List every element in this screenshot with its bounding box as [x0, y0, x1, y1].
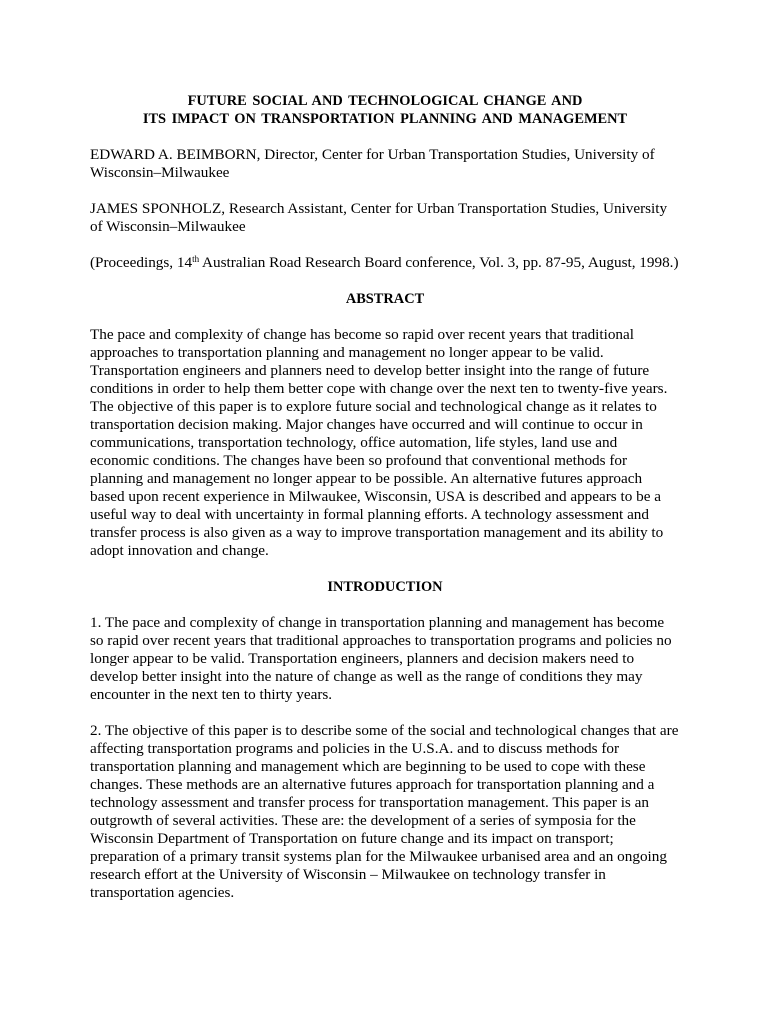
paper-page: [90, 92, 680, 902]
proceedings-superscript: th: [192, 254, 200, 264]
paper-title: [90, 92, 680, 128]
abstract-heading: ABSTRACT: [345, 291, 425, 307]
proceedings-text-before: (Proceedings, 14: [90, 254, 193, 271]
proceedings-citation: [90, 254, 680, 272]
abstract-paragraph: The pace and complexity of change has become so rapid over recent years that traditional approaches to transportation planning and management no longer appear to be valid. Transportation engineers and planners need to develop better insight into the range of future conditions in order to help them better cope with change over the next ten to twenty-five years. The objective of this paper is to explore future social and technological change as it relates to transportation decision making. Major changes have occurred and will continue to occur in communications, transportation technology, office automation, life styles, land use and economic conditions. The changes have been so profound that conventional methods for planning and management no longer appear to be possible. An alternative futures approach based upon recent experience in Milwaukee, Wisconsin, USA is described and appears to be a useful way to deal with uncertainty in formal planning efforts. A technology assessment and transfer process is also given as a way to improve transportation management and its ability to adopt innovation and change.: [90, 326, 668, 559]
introduction-paragraph-1: 1. The pace and complexity of change in transportation planning and management has become so rapid over recent years that traditional approaches to transportation programs and policies no longer appear to be valid. Transportation engineers, planners and decision makers need to develop better insight into the nature of change as well as the range of conditions they may encounter in the next ten to thirty years.: [90, 614, 672, 703]
introduction-heading: INTRODUCTION: [327, 579, 443, 595]
title-line-2: ITS IMPACT ON TRANSPORTATION PLANNING AND MANAGEMENT: [142, 111, 628, 127]
proceedings-text-after: Australian Road Research Board conference, Vol. 3, pp. 87-95, August, 1998.): [199, 254, 679, 271]
title-line-1: FUTURE SOCIAL AND TECHNOLOGICAL CHANGE AND: [187, 93, 583, 109]
author-james-sponholz: JAMES SPONHOLZ, Research Assistant, Center for Urban Transportation Studies, University of Wisconsin–Milwaukee: [90, 200, 668, 235]
introduction-paragraph-2: 2. The objective of this paper is to describe some of the social and technological changes that are affecting transportation programs and policies in the U.S.A. and to discuss methods for transportation planning and management which are beginning to be used to cope with these changes. These methods are an alternative futures approach for transportation planning and a technology assessment and transfer process for transportation management. This paper is an outgrowth of several activities. These are: the development of a series of symposia for the Wisconsin Department of Transportation on future change and its impact on transport; preparation of a primary transit systems plan for the Milwaukee urbanised area and an ongoing research effort at the University of Wisconsin – Milwaukee on technology transfer in transportation agencies.: [90, 722, 679, 901]
author-edward-beimborn: EDWARD A. BEIMBORN, Director, Center for Urban Transportation Studies, University of Wisconsin–Milwaukee: [90, 146, 655, 181]
